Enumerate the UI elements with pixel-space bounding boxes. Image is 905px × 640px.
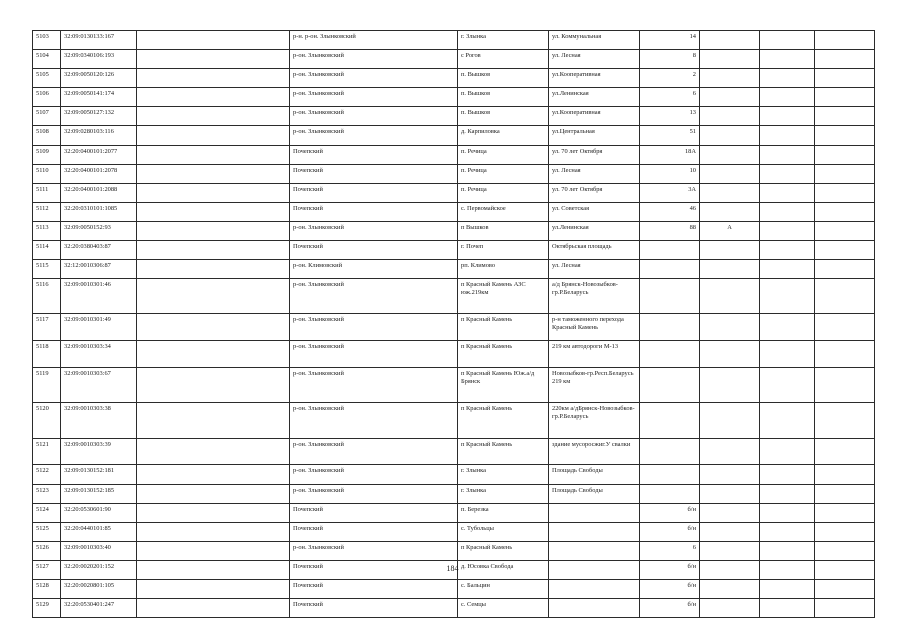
cell-record-number: 5108 [33,126,61,145]
cell-settlement: с. Бальцин [458,580,549,599]
cell-letter [700,107,760,126]
cell-settlement: п. Вышков [458,69,549,88]
cell-blank [137,126,290,145]
cell-blank [815,341,875,368]
cell-blank [815,164,875,183]
page-number: 184 [446,564,459,573]
cell-street: а/д Брянск-Новозыбков-гр.Р.Беларусь [549,279,640,314]
cell-settlement: п. Речица [458,183,549,202]
cell-district: Почепский [290,599,458,618]
table-row [33,503,875,522]
cell-house-number [640,241,700,260]
cell-blank [137,183,290,202]
cell-letter [700,69,760,88]
cell-blank [137,484,290,503]
cell-letter [700,183,760,202]
cell-district: р-он. Злынковский [290,368,458,403]
cell-blank [815,541,875,560]
cell-blank [760,368,815,403]
cell-settlement: г. Злынка [458,484,549,503]
cell-settlement: п Красный Камень [458,314,549,341]
cell-settlement: д. Юсовка Свобода [458,560,549,579]
table-row [33,31,875,50]
cell-district: Почепский [290,202,458,221]
cell-district: р-он. Злынковский [290,88,458,107]
cell-cadastral-number: 32:09:0010303:38 [61,403,137,438]
cell-district: р-он. Злынковский [290,69,458,88]
cell-cadastral-number: 32:09:0010303:34 [61,341,137,368]
cell-district: р-он. Злынковский [290,50,458,69]
cell-blank [137,107,290,126]
cell-letter [700,50,760,69]
cell-letter [700,314,760,341]
cell-blank [815,50,875,69]
cell-street: ул.Ленинская [549,221,640,240]
cell-blank [815,69,875,88]
cell-cadastral-number: 32:09:0010301:46 [61,279,137,314]
cell-blank [137,438,290,465]
cell-settlement: с. Первомайское [458,202,549,221]
cell-street [549,541,640,560]
table-row [33,202,875,221]
cell-cadastral-number: 32:20:0380403:87 [61,241,137,260]
cell-blank [815,580,875,599]
cell-street: ул. Лесная [549,164,640,183]
cell-record-number: 5111 [33,183,61,202]
cell-cadastral-number: 32:09:0130133:167 [61,31,137,50]
cell-blank [137,599,290,618]
table-row [33,183,875,202]
cell-blank [137,279,290,314]
table-row [33,484,875,503]
cell-blank [760,145,815,164]
cell-letter [700,279,760,314]
cell-blank [137,403,290,438]
cell-settlement: п Красный Камень [458,541,549,560]
cell-blank [815,145,875,164]
cell-cadastral-number: 32:09:0130152:181 [61,465,137,484]
table-row [33,465,875,484]
cell-district: Почепский [290,580,458,599]
cell-district: р-он. Злынковский [290,341,458,368]
cell-blank [815,107,875,126]
table-row [33,368,875,403]
cell-blank [760,403,815,438]
cell-cadastral-number: 32:20:0400101:2088 [61,183,137,202]
table-row [33,279,875,314]
cell-house-number: б/н [640,560,700,579]
cell-record-number: 5118 [33,341,61,368]
cell-house-number [640,341,700,368]
cell-house-number [640,465,700,484]
cell-district: р-он. Злынковский [290,107,458,126]
cell-house-number: 14 [640,31,700,50]
cell-house-number: 46 [640,202,700,221]
cell-cadastral-number: 32:09:0050120:126 [61,69,137,88]
cell-letter [700,403,760,438]
cell-blank [760,202,815,221]
cell-blank [815,465,875,484]
table-row [33,241,875,260]
table-row [33,126,875,145]
cell-blank [137,202,290,221]
cell-district: р-он. Климовский [290,260,458,279]
cell-record-number: 5107 [33,107,61,126]
cell-record-number: 5127 [33,560,61,579]
cell-street: ул. Лесная [549,50,640,69]
cell-blank [815,279,875,314]
cell-settlement: д. Карпиловка [458,126,549,145]
cell-record-number: 5125 [33,522,61,541]
cell-street: ул.Кооперативная [549,107,640,126]
cell-record-number: 5121 [33,438,61,465]
cell-house-number [640,368,700,403]
cell-record-number: 5109 [33,145,61,164]
cell-blank [760,541,815,560]
cell-blank [760,50,815,69]
cell-letter [700,522,760,541]
table-row [33,50,875,69]
cell-letter [700,88,760,107]
cell-house-number: б/н [640,599,700,618]
cell-settlement: рп. Климово [458,260,549,279]
cell-street: ул.Центральная [549,126,640,145]
cell-street: ул. Советская [549,202,640,221]
cell-cadastral-number: 32:20:0310101:1085 [61,202,137,221]
cell-settlement: с. Тубольцы [458,522,549,541]
cell-street: ул.Ленинская [549,88,640,107]
cell-blank [137,341,290,368]
cell-record-number: 5115 [33,260,61,279]
cell-letter [700,541,760,560]
cell-blank [815,31,875,50]
cell-blank [760,465,815,484]
cell-letter [700,438,760,465]
cell-blank [815,202,875,221]
cell-cadastral-number: 32:20:0020801:105 [61,580,137,599]
cell-record-number: 5122 [33,465,61,484]
cell-blank [137,221,290,240]
cell-letter [700,599,760,618]
cell-record-number: 5112 [33,202,61,221]
cell-blank [137,69,290,88]
cell-blank [760,279,815,314]
cell-blank [815,599,875,618]
cell-cadastral-number: 32:20:0530401:247 [61,599,137,618]
cell-settlement: п Красный Камень [458,438,549,465]
cell-district: р-он. Злынковский [290,126,458,145]
cell-blank [137,368,290,403]
cell-blank [760,484,815,503]
cell-blank [760,341,815,368]
cell-settlement: п Вышков [458,221,549,240]
cell-cadastral-number: 32:20:0400101:2077 [61,145,137,164]
cell-settlement: п Красный Камень [458,341,549,368]
cell-district: р-он. Злынковский [290,221,458,240]
cell-blank [815,438,875,465]
cell-cadastral-number: 32:20:0020201:152 [61,560,137,579]
cell-blank [815,314,875,341]
cell-cadastral-number: 32:09:0280103:116 [61,126,137,145]
cell-record-number: 5129 [33,599,61,618]
cell-letter [700,503,760,522]
registry-body [33,31,875,618]
table-row [33,107,875,126]
cell-blank [760,69,815,88]
cell-cadastral-number: 32:20:0440101:85 [61,522,137,541]
cell-blank [815,503,875,522]
cell-record-number: 5120 [33,403,61,438]
cell-cadastral-number: 32:09:0010301:49 [61,314,137,341]
cell-blank [137,145,290,164]
cell-house-number [640,260,700,279]
cell-settlement: п Красный Камень [458,403,549,438]
cell-settlement: п. Речица [458,145,549,164]
cell-blank [760,522,815,541]
cell-blank [137,241,290,260]
cell-record-number: 5110 [33,164,61,183]
cell-record-number: 5113 [33,221,61,240]
cell-blank [815,183,875,202]
cell-house-number: 6 [640,541,700,560]
table-row [33,164,875,183]
cell-street [549,522,640,541]
cell-record-number: 5119 [33,368,61,403]
cell-record-number: 5105 [33,69,61,88]
cell-street: 219 км автодороги М-13 [549,341,640,368]
cell-blank [760,88,815,107]
table-row [33,314,875,341]
cell-blank [137,164,290,183]
cell-cadastral-number: 32:09:0130152:185 [61,484,137,503]
cell-house-number: б/н [640,580,700,599]
cell-blank [815,368,875,403]
cell-street: р-н таможенного перехода Красный Камень [549,314,640,341]
cell-house-number [640,314,700,341]
cell-settlement: г. Злынка [458,31,549,50]
cell-cadastral-number: 32:09:0010303:39 [61,438,137,465]
cell-district: Почепский [290,145,458,164]
cell-record-number: 5126 [33,541,61,560]
cell-street: 220км а/дБрянск-Новозыбков-гр.Р.Беларусь [549,403,640,438]
table-row [33,341,875,368]
cell-cadastral-number: 32:09:0050141:174 [61,88,137,107]
cell-letter [700,145,760,164]
cell-district: Почепский [290,522,458,541]
cell-house-number: 6 [640,88,700,107]
cell-settlement: с. Семцы [458,599,549,618]
table-row [33,88,875,107]
cell-district: Почепский [290,241,458,260]
cell-cadastral-number: 32:20:0400101:2078 [61,164,137,183]
cell-blank [760,107,815,126]
cell-record-number: 5123 [33,484,61,503]
cell-blank [760,221,815,240]
cell-street [549,503,640,522]
cell-letter [700,260,760,279]
cell-street: Новозыбков-гр.Респ.Беларусь 219 км [549,368,640,403]
cell-blank [760,183,815,202]
cell-record-number: 5116 [33,279,61,314]
cell-blank [760,164,815,183]
cell-letter: А [700,221,760,240]
cell-record-number: 5117 [33,314,61,341]
cell-record-number: 5106 [33,88,61,107]
cell-letter [700,368,760,403]
cell-blank [760,241,815,260]
cell-house-number: 10 [640,164,700,183]
table-row [33,403,875,438]
cell-blank [760,438,815,465]
cell-record-number: 5103 [33,31,61,50]
cell-district: р-он. Злынковский [290,314,458,341]
cell-house-number: 2 [640,69,700,88]
cell-cadastral-number: 32:09:0010303:67 [61,368,137,403]
cell-blank [137,260,290,279]
cell-district: р-н. р-он. Злынковский [290,31,458,50]
cell-house-number: 8 [640,50,700,69]
cell-blank [815,484,875,503]
cell-blank [760,126,815,145]
cell-blank [137,88,290,107]
cell-blank [760,599,815,618]
cell-record-number: 5104 [33,50,61,69]
cell-settlement: п Красный Камень Юж.а/д Брянск [458,368,549,403]
cell-house-number [640,403,700,438]
property-registry-table [32,30,875,618]
cell-letter [700,241,760,260]
cell-settlement: г. Злынка [458,465,549,484]
cell-district: Почепский [290,183,458,202]
cell-blank [137,465,290,484]
registry-sheet [32,30,874,618]
cell-record-number: 5114 [33,241,61,260]
cell-blank [760,503,815,522]
cell-street: ул. 70 лет Октября [549,183,640,202]
cell-district: р-он. Злынковский [290,438,458,465]
cell-house-number: 51 [640,126,700,145]
cell-letter [700,126,760,145]
cell-house-number: б/н [640,522,700,541]
cell-blank [137,314,290,341]
cell-district: Почепский [290,164,458,183]
cell-district: р-он. Злынковский [290,279,458,314]
cell-letter [700,341,760,368]
table-row [33,522,875,541]
cell-house-number [640,438,700,465]
cell-settlement: п Красный Камень АЗС юж.219км [458,279,549,314]
cell-blank [137,31,290,50]
cell-letter [700,202,760,221]
cell-settlement: г. Почеп [458,241,549,260]
cell-letter [700,580,760,599]
cell-house-number: 3А [640,183,700,202]
cell-house-number: 13 [640,107,700,126]
table-row [33,599,875,618]
cell-district: р-он. Злынковский [290,484,458,503]
cell-record-number: 5124 [33,503,61,522]
cell-street: Площадь Свободы [549,465,640,484]
cell-district: р-он. Злынковский [290,465,458,484]
cell-street: Площадь Свободы [549,484,640,503]
cell-street: Октябрьская площадь [549,241,640,260]
cell-blank [815,126,875,145]
table-row [33,260,875,279]
table-row [33,438,875,465]
cell-settlement: п. Вышков [458,88,549,107]
cell-blank [137,50,290,69]
cell-district: Почепский [290,503,458,522]
cell-cadastral-number: 32:20:0530601:90 [61,503,137,522]
cell-blank [815,221,875,240]
cell-cadastral-number: 32:09:0050127:132 [61,107,137,126]
cell-record-number: 5128 [33,580,61,599]
table-row [33,580,875,599]
cell-settlement: п. Березка [458,503,549,522]
cell-settlement: п. Вышков [458,107,549,126]
cell-cadastral-number: 32:12:0010306:87 [61,260,137,279]
cell-blank [137,522,290,541]
cell-blank [760,31,815,50]
cell-settlement: п. Речица [458,164,549,183]
cell-blank [815,88,875,107]
cell-settlement: с Рогов [458,50,549,69]
table-row [33,541,875,560]
cell-letter [700,484,760,503]
cell-blank [760,580,815,599]
cell-house-number: б/н [640,503,700,522]
cell-letter [700,31,760,50]
cell-street: здание мусоросжиг.У свалки [549,438,640,465]
cell-blank [137,541,290,560]
table-row [33,221,875,240]
cell-cadastral-number: 32:09:0050152:93 [61,221,137,240]
cell-street: ул.Кооперативная [549,69,640,88]
cell-blank [137,580,290,599]
cell-street: ул. Коммунальная [549,31,640,50]
cell-cadastral-number: 32:09:0010303:40 [61,541,137,560]
cell-district: Почепский [290,560,458,579]
cell-house-number: 88 [640,221,700,240]
cell-blank [815,403,875,438]
cell-blank [815,260,875,279]
cell-blank [760,314,815,341]
table-row [33,145,875,164]
cell-cadastral-number: 32:09:0340106:193 [61,50,137,69]
cell-blank [137,503,290,522]
cell-street: ул. 70 лет Октября [549,145,640,164]
cell-district: р-он. Злынковский [290,541,458,560]
cell-blank [815,522,875,541]
cell-street [549,580,640,599]
cell-house-number: 18А [640,145,700,164]
cell-street [549,599,640,618]
cell-street: ул. Лесная [549,260,640,279]
cell-district: р-он. Злынковский [290,403,458,438]
cell-blank [760,260,815,279]
cell-house-number [640,279,700,314]
cell-blank [815,241,875,260]
table-row [33,69,875,88]
cell-house-number [640,484,700,503]
cell-letter [700,164,760,183]
cell-letter [700,465,760,484]
